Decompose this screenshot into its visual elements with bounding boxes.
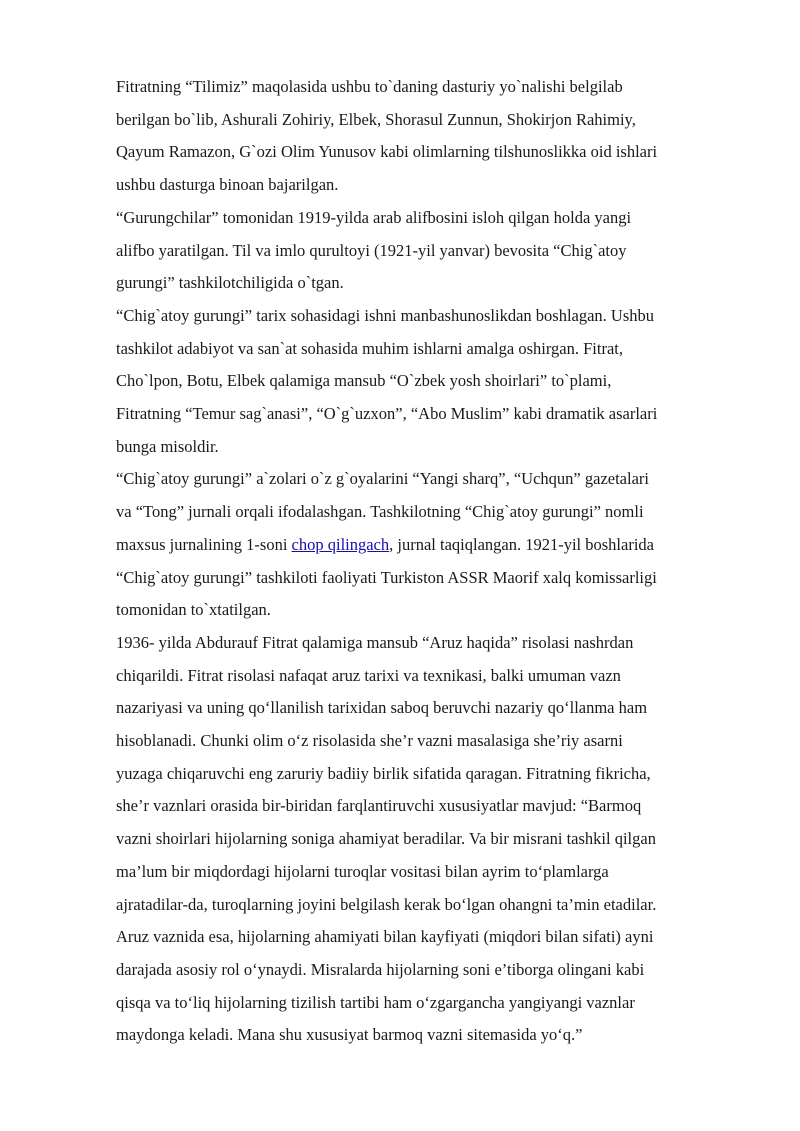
text-line: vazni shoirlari hijolarning soniga ahamiyat beradilar. Va bir misrani tashkil qilgan (116, 829, 656, 849)
text-line: ushbu dasturga binoan bajarilgan. (116, 175, 339, 195)
text-line: tashkilot adabiyot va san`at sohasida muhim ishlarni amalga oshirgan. Fitrat, (116, 338, 623, 358)
text-line: berilgan bo`lib, Ashurali Zohiriy, Elbek, Shorasul Zunnun, Shokirjon Rahimiy, (116, 109, 636, 129)
text-line: “Chig`atoy gurungi” tarix sohasidagi ishni manbashunoslikdan boshlagan. Ushbu (116, 305, 655, 325)
text-fragment: , jurnal taqiqlangan. 1921-yil boshlarida (389, 534, 654, 554)
text-line: tomonidan to`xtatilgan. (116, 600, 271, 620)
text-line: 1936- yilda Abdurauf Fitrat qalamiga mansub “Aruz haqida” risolasi nashrdan (116, 632, 634, 652)
text-line: “Chig`atoy gurungi” a`zolari o`z g`oyalarini “Yangi sharq”, “Uchqun” gazetalari (116, 469, 649, 489)
chop-qilingach-link[interactable]: chop qilingach (291, 534, 390, 554)
text-line: darajada asosiy rol o‘ynaydi. Misralarda hijolarning soni e’tiborga olingani kabi (116, 959, 645, 979)
text-line: Fitratning “Tilimiz” maqolasida ushbu to`daning dasturiy yo`nalishi belgilab (116, 77, 623, 96)
text-line: Fitratning “Temur sag`anasi”, “O`g`uzxon”, “Abo Muslim” kabi dramatik asarlari (116, 404, 658, 424)
text-line: nazariyasi va uning qo‘llanilish tarixidan saboq beruvchi nazariy qo‘llanma ham (116, 698, 648, 718)
paragraph-gurungchilar (116, 202, 746, 300)
text-fragment: maxsus jurnalining 1-soni (116, 534, 292, 554)
text-line: “Gurungchilar” tomonidan 1919-yilda arab alifbosini isloh qilgan holda yangi (116, 207, 632, 227)
text-line: hisoblanadi. Chunki olim o‘z risolasida she’r vazni masalasiga she’riy asarni (116, 731, 623, 751)
text-line: chiqarildi. Fitrat risolasi nafaqat aruz tarixi va texnikasi, balki umuman vazn (116, 665, 621, 685)
text-line: va “Tong” jurnali orqali ifodalashgan. Tashkilotning “Chig`atoy gurungi” nomli (116, 502, 644, 522)
text-line: qisqa va to‘liq hijolarning tizilish tartibi ham o‘zgargancha yangiyangi vaznlar (116, 992, 635, 1012)
text-line: Cho`lpon, Botu, Elbek qalamiga mansub “O`zbek yosh shoirlari” to`plami, (116, 371, 612, 391)
text-line: gurungi” tashkilotchiligida o`tgan. (116, 273, 344, 293)
text-line-with-link (116, 529, 746, 562)
paragraph-tarix (116, 300, 746, 464)
text-line: ajratadilar-da, turoqlarning joyini belgilash kerak bo‘lgan ohangni ta’min etadilar. (116, 894, 657, 914)
document-body (116, 71, 746, 1052)
paragraph-aruz-haqida (116, 627, 746, 1052)
text-line: “Chig`atoy gurungi” tashkiloti faoliyati Turkiston ASSR Maorif xalq komissarligi (116, 567, 657, 587)
text-line: maydonga keladi. Mana shu xususiyat barmoq vazni sitemasida yo‘q.” (116, 1025, 583, 1045)
paragraph-azolari (116, 463, 746, 627)
paragraph-tilimiz (116, 71, 746, 202)
text-line: yuzaga chiqaruvchi eng zaruriy badiiy birlik sifatida qaragan. Fitratning fikricha, (116, 763, 651, 783)
text-line: ma’lum bir miqdordagi hijolarni turoqlar vositasi bilan ayrim to‘plamlarga (116, 861, 609, 881)
text-line: Aruz vaznida esa, hijolarning ahamiyati bilan kayfiyati (miqdori bilan sifati) ayni (116, 927, 654, 947)
text-line: bunga misoldir. (116, 436, 219, 456)
text-line: alifbo yaratilgan. Til va imlo qurultoyi (1921-yil yanvar) bevosita “Chig`atoy (116, 240, 627, 260)
text-line: Qayum Ramazon, G`ozi Olim Yunusov kabi olimlarning tilshunoslikka oid ishlari (116, 142, 658, 162)
text-line: she’r vaznlari orasida bir-biridan farqlantiruvchi xususiyatlar mavjud: “Barmoq (116, 796, 642, 816)
